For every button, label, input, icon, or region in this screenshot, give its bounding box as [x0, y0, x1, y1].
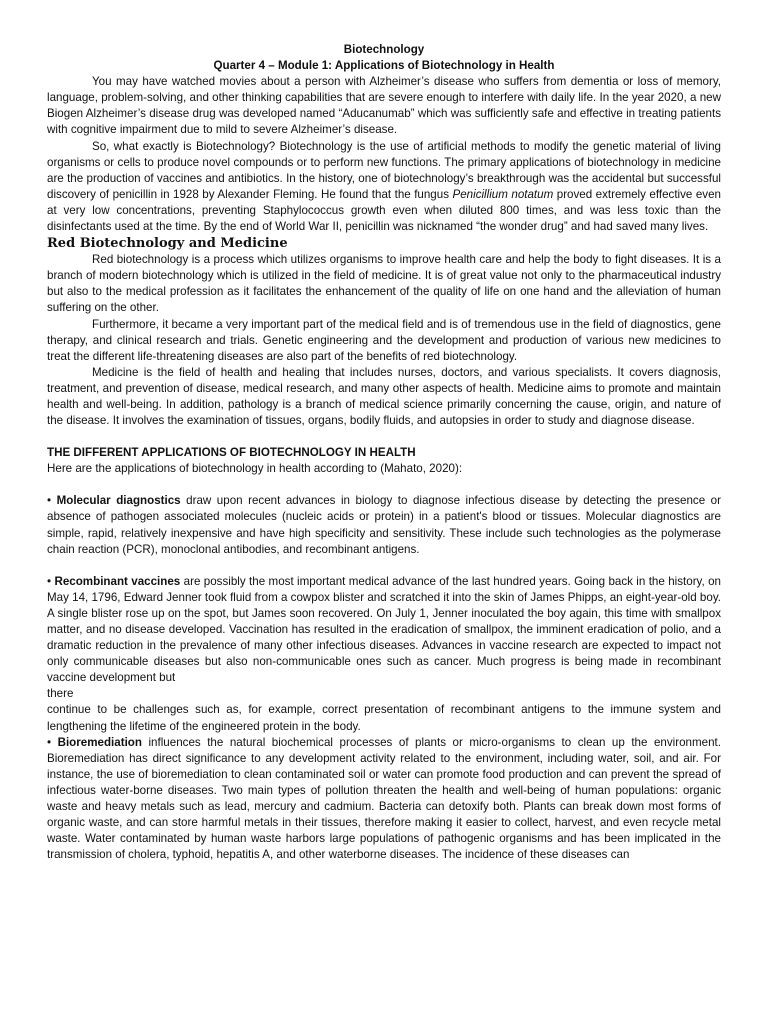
bioremediation-text: influences the natural biochemical processes of plants or micro-organisms to clean up the environment. Bioremediation has direct significance to any development activity related to the environment, including water, soil, and air. For instance, the use of bioremediation to clean contaminated soil or water can promote food production and can prevent the spread of infectious water-borne diseases. Two main types of pollution threaten the health and well-being of human populations: organic waste and heavy metals such as lead, mercury and cadmium. Bacteria can detoxify both. Plants can break down most forms of organic waste, and can store harmful metals in their tissues, therefore making it easier to collect, harvest, and even recycle metal waste. Water contaminated by human waste harbors large populations of pathogenic organisms and has been implicated in the transmission of cholera, typhoid, hepatitis A, and other waterborne diseases. The incidence of these diseases can [47, 735, 721, 862]
red-biotech-paragraph: Red biotechnology is a process which utilizes organisms to improve health care and help the body to fight diseases. It is a branch of modern biotechnology which is utilized in the field of medicine. It is of great value not only to the pharmaceutical industry but also to the medical profession as it facilitates the enhancement of the quality of life on one hand and the alleviation of human suffering on the other. [47, 253, 721, 315]
spacer [47, 429, 721, 445]
molecular-diagnostics-text: draw upon recent advances in biology to diagnose infectious disease by detecting the presence or absence of pathogen associated molecules (nucleic acids or protein) in a patient's blood or tissues. Molecular diagnostics are simple, rapid, relatively inexpensive and have high specificity and sensitivity. These include such technologies as the polymerase chain reaction (PCR), monoclonal antibodies, and recombinant antigens. [47, 494, 721, 556]
bullet-icon: • [47, 574, 52, 588]
document-subtitle: Quarter 4 – Module 1: Applications of Biotechnology in Health [213, 59, 555, 73]
medicine-paragraph: Medicine is the field of health and healing that includes nurses, doctors, and various specialists. It covers diagnosis, treatment, and prevention of disease, medical research, and many other aspects of health. Medicine aims to promote and maintain health and well-being. In addition, pathology is a branch of medical science primarily concerning the cause, origin, and nature of the disease. It involves the examination of tissues, organs, bodily fluids, and autopsies in order to study and diagnose disease. [47, 365, 721, 428]
line-break-word: there [47, 687, 74, 701]
recombinant-vaccines-text: are possibly the most important medical advance of the last hundred years. Going back in the history, on May 14, 1796, Edward Jenner took fluid from a cowpox blister and scratched it into the skin of James Phipps, an eight-year-old boy. A single blister rose up on the spot, but James soon recovered. On July 1, Jenner inoculated the boy again, this time with smallpox matter, and no disease developed. Vaccination has resulted in the eradication of smallpox, the imminent eradication of polio, and a dramatic reduction in the prevalence of many other infectious diseases. Advances in vaccine research are expected to impact not only communicable diseases but also non-communicable ones such as cancer. Much progress is being made in recombinant vaccine development but [47, 574, 721, 685]
molecular-diagnostics-term: Molecular diagnostics [56, 494, 181, 508]
spacer [47, 558, 721, 574]
bioremediation-item [47, 735, 721, 864]
document-page [47, 42, 721, 863]
fungus-name: Penicillium notatum [452, 187, 554, 201]
applications-heading: THE DIFFERENT APPLICATIONS OF BIOTECHNOLOGY IN HEALTH [47, 446, 416, 460]
recombinant-vaccines-item [47, 574, 721, 687]
document-title: Biotechnology [343, 43, 425, 56]
bullet-icon: • [47, 735, 52, 749]
recombinant-vaccines-term: Recombinant vaccines [54, 574, 181, 588]
intro-paragraph: You may have watched movies about a person with Alzheimer’s disease who suffers from dementia or loss of memory, language, problem-solving, and other thinking capabilities that are severe enough to interfere with daily life. In the year 2020, a new Biogen Alzheimer’s disease drug was developed named “Aducanumab” which was sufficiently safe and effective in treating patients with cognitive impairment due to mild to severe Alzheimer’s disease. [47, 75, 721, 137]
bullet-icon: • [47, 494, 52, 508]
red-biotechnology-heading: Red Biotechnology and Medicine [47, 236, 288, 252]
applications-intro: Here are the applications of biotechnology in health according to (Mahato, 2020): [47, 462, 463, 476]
recombinant-vaccines-continuation: continue to be challenges such as, for example, correct presentation of recombinant antigens to the immune system and lengthening the lifetime of the engineered protein in the body. [47, 703, 721, 733]
definition-text-end: proved extremely effective even at very low concentrations, preventing Staphylococcus growth even when diluted 800 times, and was less toxic than the disinfectants used at the time. By the end of World War II, penicillin was nicknamed “the wonder drug” and had saved many lives. [47, 187, 721, 234]
molecular-diagnostics-item [47, 493, 721, 557]
definition-paragraph [47, 139, 721, 236]
bioremediation-term: Bioremediation [57, 735, 142, 749]
definition-text-start: So, what exactly is Biotechnology? Biotechnology is the use of artificial methods to modify the genetic material of living organisms or cells to produce novel compounds or to perform new functions. The primary applications of biotechnology in medicine are the production of vaccines and antibiotics. In the history, one of biotechnology’s breakthrough was the accidental but successful discovery of penicillin in 1928 by Alexander Fleming. He found that the fungus [47, 139, 721, 201]
spacer [47, 477, 721, 493]
diagnostics-paragraph: Furthermore, it became a very important part of the medical field and is of tremendous use in the field of diagnostics, gene therapy, and clinical research and trials. Genetic engineering and the development and production of various new medicines to treat the different life-threatening diseases are also part of the benefits of red biotechnology. [47, 317, 721, 363]
